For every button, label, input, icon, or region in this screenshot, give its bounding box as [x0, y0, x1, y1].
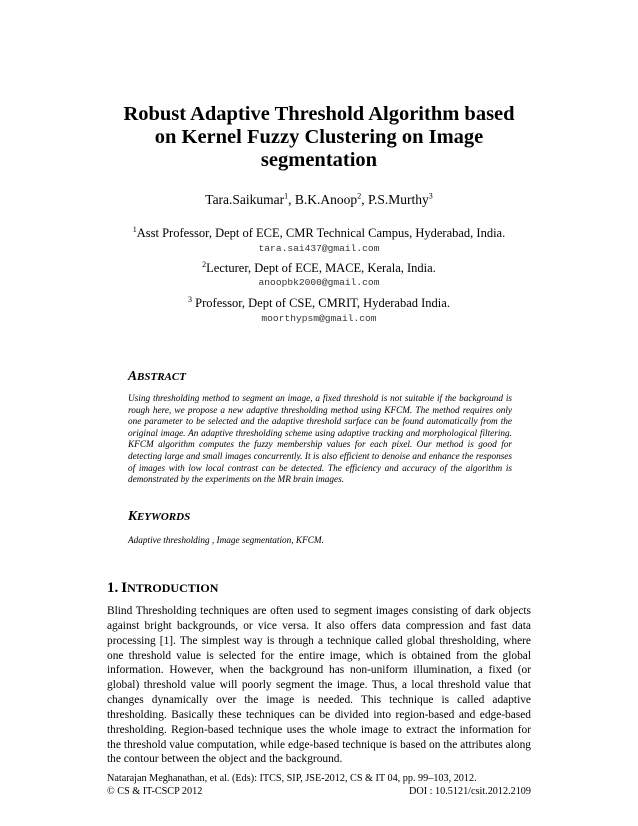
title-line: Robust Adaptive Threshold Algorithm based — [123, 103, 515, 125]
email-1: tara.sai437@gmail.com — [258, 243, 380, 254]
footer-bottom — [107, 786, 531, 797]
affiliation-1: $^1$Asst Professor, Dept of ECE, CMR Technical Campus, Hyderabad, India. — [132, 224, 506, 240]
author-sup: 3 — [428, 191, 433, 201]
footer-doi: DOI : 10.5121/csit.2012.2109 — [409, 786, 531, 797]
affiliation-3: $^3$ Professor, Dept of CSE, CMRIT, Hyderabad India. — [188, 294, 450, 310]
affiliation-2: $^2$Lecturer, Dept of ECE, MACE, Kerala, India. — [202, 259, 436, 275]
title-line: segmentation — [260, 149, 378, 171]
keywords-body: Adaptive thresholding , Image segmentation, KFCM. — [128, 536, 324, 546]
author-name: Tara.Saikumar — [205, 192, 285, 207]
footer-citation: Natarajan Meghanathan, et al. (Eds): ITCS, SIP, JSE-2012, CS & IT 04, pp. 99–103, 2012. — [107, 773, 477, 784]
title-line: on Kernel Fuzzy Clustering on Image — [154, 126, 484, 148]
author-sup: 2 — [357, 191, 362, 201]
author-name: B.K.Anoop — [294, 192, 358, 207]
introduction-heading: 1. INTRODUCTION — [107, 580, 219, 596]
email-2: anoopbk2000@gmail.com — [258, 277, 380, 288]
footer-copyright: © CS & IT-CSCP 2012 — [107, 786, 203, 797]
abstract-heading: ABSTRACT — [128, 368, 186, 383]
keywords-heading: KEYWORDS — [128, 508, 191, 523]
introduction-body: Blind Thresholding techniques are often used to segment images consisting of dark objects against bright backgrounds, or vice versa. It also offers data compression and fast data processing [1]. The simplest way is through a technique called global thresholding, where one threshold value is selected for the entire image, which is obtained from the global information. However, when the background has non-uniform illumination, a fixed (or global) threshold value will poorly segment the image. Thus, a local threshold value that changes dynamically over the image is needed. This technique is called adaptive thresholding. Basically these techniques can be divided into region-based and edge-based thresholding. Region-based technique uses the whole image to extract the information for the threshold value computation, while edge-based technique is based on the attributes along the contour between the object and the background. — [107, 605, 531, 766]
paper-title — [110, 103, 528, 172]
abstract-body: Using thresholding method to segment an image, a fixed threshold is not suitable if the background is rough here, we propose a new adaptive thresholding method using KFCM. The method requires only one parameter to be selected and the adaptive threshold surface can be found automatically from the original image. An adaptive thresholding scheme using adaptive tracking and morphological filtering. KFCM algorithm computes the fuzzy membership values for each pixel. Our method is good for detecting large and small images concurrently. It is also efficient to denoise and enhance the responses of images with low local contrast can be detected. The efficiency and accuracy of the algorithm is demonstrated by the experiments on the MR brain images. — [128, 394, 512, 486]
email-3: moorthypsm@gmail.com — [261, 313, 377, 324]
author-sup: 1 — [284, 191, 289, 201]
author-name: P.S.Murthy — [367, 192, 429, 207]
author-list: Tara.Saikumar$^1$, B.K.Anoop$^2$, P.S.Murthy$^3$ — [205, 191, 433, 207]
